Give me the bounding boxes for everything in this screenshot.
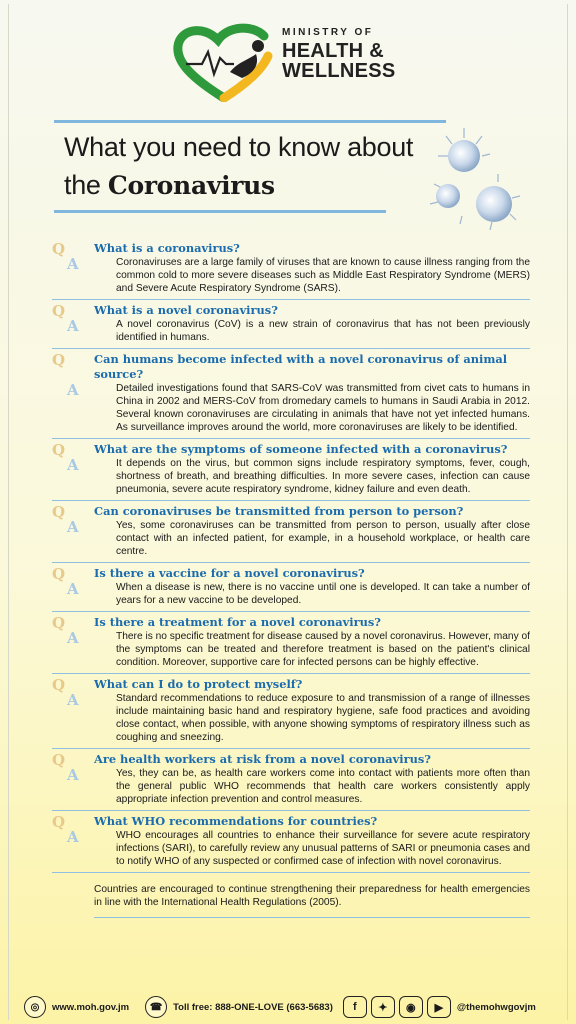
q-marker: Q	[52, 676, 66, 694]
answer: Detailed investigations found that SARS-CoV was transmitted from civet cats to humans in China in 2002 and MERS-CoV from dromedary camels to humans in Saudi Arabia in 2012. Several known coronaviruses are circulating in animals that have not yet infected humans. As surveillance improves around the world, more coronaviruses are likely to be identified.	[116, 383, 530, 433]
qa-list	[52, 238, 530, 918]
a-marker: A	[67, 518, 79, 536]
a-marker: A	[67, 255, 79, 273]
facebook-icon[interactable]: f	[343, 996, 367, 1018]
a-marker: A	[67, 766, 79, 784]
a-marker: A	[67, 580, 79, 598]
question: What is a coronavirus?	[94, 241, 240, 255]
question: Can humans become infected with a novel coronavirus of animal source?	[94, 352, 508, 381]
a-marker: A	[67, 828, 79, 846]
a-marker: A	[67, 317, 79, 335]
title-line2-prefix: the	[64, 170, 108, 200]
title-rule-top	[54, 120, 446, 123]
ministry-line1: MINISTRY OF	[282, 27, 374, 38]
q-marker: Q	[52, 565, 66, 583]
question: What is a novel coronavirus?	[94, 303, 278, 317]
heart-logo-icon	[172, 22, 282, 102]
question: Are health workers at risk from a novel coronavirus?	[94, 752, 431, 766]
q-marker: Q	[52, 302, 66, 320]
title-line2-bold: Coronavirus	[107, 171, 275, 200]
answer: Yes, they can be, as health care workers come into contact with patients more often than the general public WHO recommends that health care workers consistently apply appropriate infection prevention and control measures.	[116, 768, 530, 805]
ministry-line2: HEALTH &	[282, 40, 385, 62]
answer: It depends on the virus, but common signs include respiratory symptoms, fever, cough, shortness of breath, and breathing difficulties. In more severe cases, infection can cause pneumonia, severe acute respiratory syndrome, kidney failure and even death.	[116, 458, 530, 495]
title-line2	[64, 170, 275, 201]
q-marker: Q	[52, 503, 66, 521]
answer: There is no specific treatment for disease caused by a novel coronavirus. However, many of the symptoms can be treated and therefore treatment is based on the patient's clinical condition. Moreover, supportive care for infected persons can be highly effective.	[116, 631, 530, 668]
closing-statement: Countries are encouraged to continue strengthening their preparedness for health emergencies in line with the International Health Regulations (2005).	[94, 873, 530, 918]
twitter-icon[interactable]: ✦	[371, 996, 395, 1018]
qa-item	[52, 612, 530, 674]
answer: A novel coronavirus (CoV) is a new strain of coronavirus that has not been previously identified in humans.	[116, 319, 530, 343]
phone-icon: ☎	[145, 996, 167, 1018]
question: What WHO recommendations for countries?	[94, 814, 378, 828]
ministry-line3: WELLNESS	[282, 60, 396, 82]
qa-item	[52, 811, 530, 873]
q-marker: Q	[52, 614, 66, 632]
answer: When a disease is new, there is no vaccine until one is developed. It can take a number of years for a new vaccine to be developed.	[116, 582, 530, 606]
title-line1: What you need to know about	[64, 132, 414, 162]
question: What are the symptoms of someone infected with a coronavirus?	[94, 442, 508, 456]
youtube-icon[interactable]: ▶	[427, 996, 451, 1018]
a-marker: A	[67, 691, 79, 709]
question: Is there a treatment for a novel coronavirus?	[94, 615, 381, 629]
ministry-logo	[172, 22, 422, 102]
q-marker: Q	[52, 240, 66, 258]
answer: Standard recommendations to reduce exposure to and transmission of a range of illnesses include maintaining basic hand and respiratory hygiene, safe food practices and avoiding close contact, when possible, with anyone showing symptoms of respiratory illness such as coughing and sneezing.	[116, 693, 530, 743]
qa-item	[52, 674, 530, 749]
q-marker: Q	[52, 441, 66, 459]
q-marker: Q	[52, 813, 66, 831]
answer: Coronaviruses are a large family of viruses that are known to cause illness ranging from the common cold to more severe diseases such as Middle East Respiratory Syndrome (MERS) and Severe Acute Respiratory Syndrome (SARS).	[116, 257, 530, 294]
answer: Yes, some coronaviruses can be transmitted from person to person, usually after close contact with an infected patient, for example, in a household workplace, or health care centre.	[116, 520, 530, 557]
qa-item	[52, 349, 530, 439]
answer: WHO encourages all countries to enhance their surveillance for severe acute respiratory infections (SARI), to carefully review any unusual patterns of SARI or pneumonia cases and to notify WHO of any suspected or confirmed case of infection with novel coronavirus.	[116, 830, 530, 867]
website-link[interactable]: www.moh.gov.jm	[52, 1001, 130, 1013]
a-marker: A	[67, 629, 79, 647]
ministry-wordmark	[282, 28, 396, 81]
qa-item	[52, 300, 530, 349]
tollfree-number: Toll free: 888-ONE-LOVE (663-5683)	[173, 1001, 333, 1013]
qa-item	[52, 749, 530, 811]
q-marker: Q	[52, 751, 66, 769]
qa-item	[52, 501, 530, 563]
question: What can I do to protect myself?	[94, 677, 303, 691]
question: Can coronaviruses be transmitted from person to person?	[94, 504, 464, 518]
qa-item	[52, 439, 530, 501]
instagram-icon[interactable]: ◉	[399, 996, 423, 1018]
a-marker: A	[67, 381, 79, 399]
qa-item	[52, 238, 530, 300]
qa-item	[52, 563, 530, 612]
globe-icon: ◎	[24, 996, 46, 1018]
footer	[24, 994, 554, 1020]
q-marker: Q	[52, 351, 66, 369]
virus-illustration-icon	[420, 124, 530, 234]
a-marker: A	[67, 456, 79, 474]
title-rule-bottom	[54, 210, 386, 213]
question: Is there a vaccine for a novel coronavirus?	[94, 566, 365, 580]
social-handle[interactable]: @themohwgovjm	[456, 1001, 536, 1013]
